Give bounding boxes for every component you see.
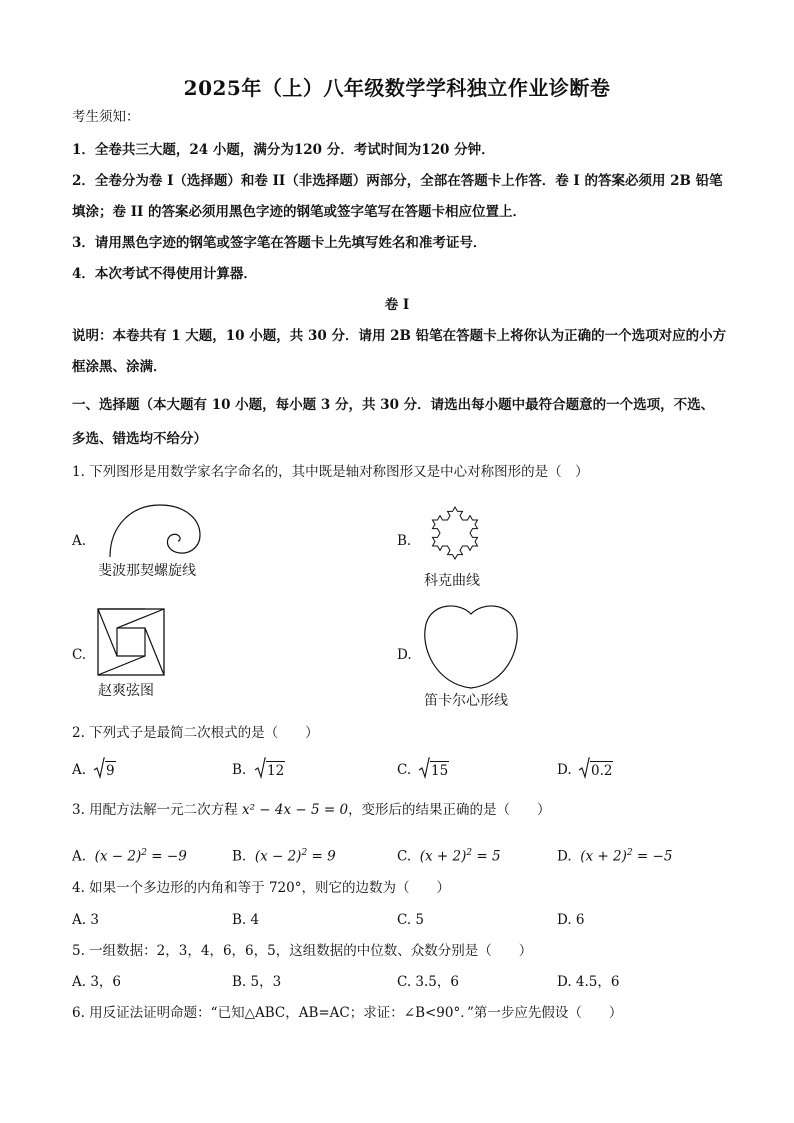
part-description: 框涂黑、涂满．: [72, 359, 167, 375]
option: D. 6: [557, 912, 585, 928]
zhao-shuang-diagram-figure: [97, 608, 165, 676]
option: A. 3: [72, 912, 99, 928]
koch-curve-figure: [415, 497, 495, 567]
option-letter: A.: [72, 762, 87, 778]
sqrt-sign-icon: [254, 757, 266, 779]
option: B. 5，3: [232, 974, 282, 990]
stem-text: 3. 用配方法解一元二次方程: [72, 802, 242, 818]
option: [397, 844, 501, 866]
option-base: (x − 2): [94, 848, 142, 865]
stem-text: ，变形后的结果正确的是（ ）: [348, 802, 551, 818]
question-stem: 4. 如果一个多边形的内角和等于 720°，则它的边数为（ ）: [72, 880, 450, 896]
option: D. 4.5，6: [557, 974, 620, 990]
radicand: 12: [267, 763, 285, 779]
sqrt-sign-icon: [93, 757, 105, 779]
option-letter: D.: [397, 647, 412, 663]
radicand: 0.2: [591, 763, 613, 779]
notice-item: 填涂；卷 II 的答案必须用黑色字迹的钢笔或签字笔写在答题卡相应位置上．: [72, 204, 527, 220]
option: C. 5: [397, 912, 425, 928]
option-letter: D.: [557, 762, 572, 778]
option: [232, 844, 336, 866]
radicand: 9: [106, 763, 115, 779]
question-stem: 2. 下列式子是最简二次根式的是（ ）: [72, 725, 319, 741]
koch-snowflake-outline: [432, 507, 477, 559]
radicand: 15: [431, 763, 449, 779]
option-letter: C.: [397, 762, 412, 778]
option: B. 4: [232, 912, 260, 928]
figure-caption: 斐波那契螺旋线: [98, 563, 196, 579]
notice-heading: 考生须知：: [72, 109, 140, 125]
option-exponent: 2: [626, 848, 633, 858]
option-letter: A.: [72, 533, 87, 549]
question-stem: 6. 用反证法证明命题：“已知△ABC，AB=AC；求证：∠B<90°．”第一步应先假设（ ）: [72, 1005, 623, 1021]
section-heading: 多选、错选均不给分）: [72, 431, 207, 447]
notice-item: 4．本次考试不得使用计算器．: [72, 266, 257, 282]
option: [72, 844, 187, 866]
option-letter: C.: [72, 647, 87, 663]
option-exponent: 2: [466, 848, 473, 858]
option-rhs: = 9: [307, 848, 336, 865]
option: C. 3.5，6: [397, 974, 459, 990]
page-title: 2025年（上）八年级数学学科独立作业诊断卷: [183, 76, 611, 100]
option-exponent: 2: [141, 848, 148, 858]
figure-caption: 科克曲线: [424, 573, 480, 589]
option-rhs: = −5: [632, 848, 673, 865]
sqrt-sign-icon: [418, 757, 430, 779]
option-exponent: 2: [301, 848, 308, 858]
figure-caption: 赵爽弦图: [98, 683, 154, 699]
question-stem: 5. 一组数据：2，3，4，6，6，5，这组数据的中位数、众数分别是（ ）: [72, 943, 533, 959]
option-letter: B.: [232, 762, 247, 778]
fibonacci-spiral-figure: [90, 497, 210, 559]
part-heading: 卷 I: [384, 297, 410, 313]
option: [557, 844, 672, 866]
question-stem: 1. 下列图形是用数学家名字命名的，其中既是轴对称图形又是中心对称图形的是（ ）: [72, 464, 589, 480]
notice-item: 2．全卷分为卷 I（选择题）和卷 II（非选择题）两部分，全部在答题卡上作答．卷 I 的答案必须用 2B 铅笔: [72, 173, 723, 189]
notice-item: 3．请用黑色字迹的钢笔或签字笔在答题卡上先填写姓名和准考证号．: [72, 235, 487, 251]
option-letter: B.: [397, 533, 412, 549]
option-base: (x − 2): [254, 848, 302, 865]
option-base: (x + 2): [419, 848, 467, 865]
option: A. 3，6: [72, 974, 122, 990]
sqrt-sign-icon: [578, 757, 590, 779]
option-letter: A.: [72, 848, 87, 865]
option-base: (x + 2): [580, 848, 627, 865]
option-rhs: = 5: [472, 848, 501, 865]
part-description: 说明：本卷共有 1 大题，10 小题，共 30 分．请用 2B 铅笔在答题卡上将你认为正确的一个选项对应的小方: [72, 328, 727, 344]
option-letter: D.: [557, 848, 572, 865]
cardioid-figure: [420, 600, 522, 692]
question-stem: [72, 801, 551, 819]
option-letter: B.: [232, 848, 247, 865]
option-rhs: = −9: [147, 848, 187, 865]
figure-caption: 笛卡尔心形线: [424, 693, 508, 709]
notice-item: 1．全卷共三大题，24 小题，满分为120 分．考试时间为120 分钟．: [72, 142, 495, 158]
option-letter: C.: [397, 848, 412, 865]
section-heading: 一、选择题（本大题有 10 小题，每小题 3 分，共 30 分．请选出每小题中最符合题意的一个选项，不选、: [72, 397, 715, 413]
equation: x² − 4x − 5 = 0: [241, 802, 349, 818]
